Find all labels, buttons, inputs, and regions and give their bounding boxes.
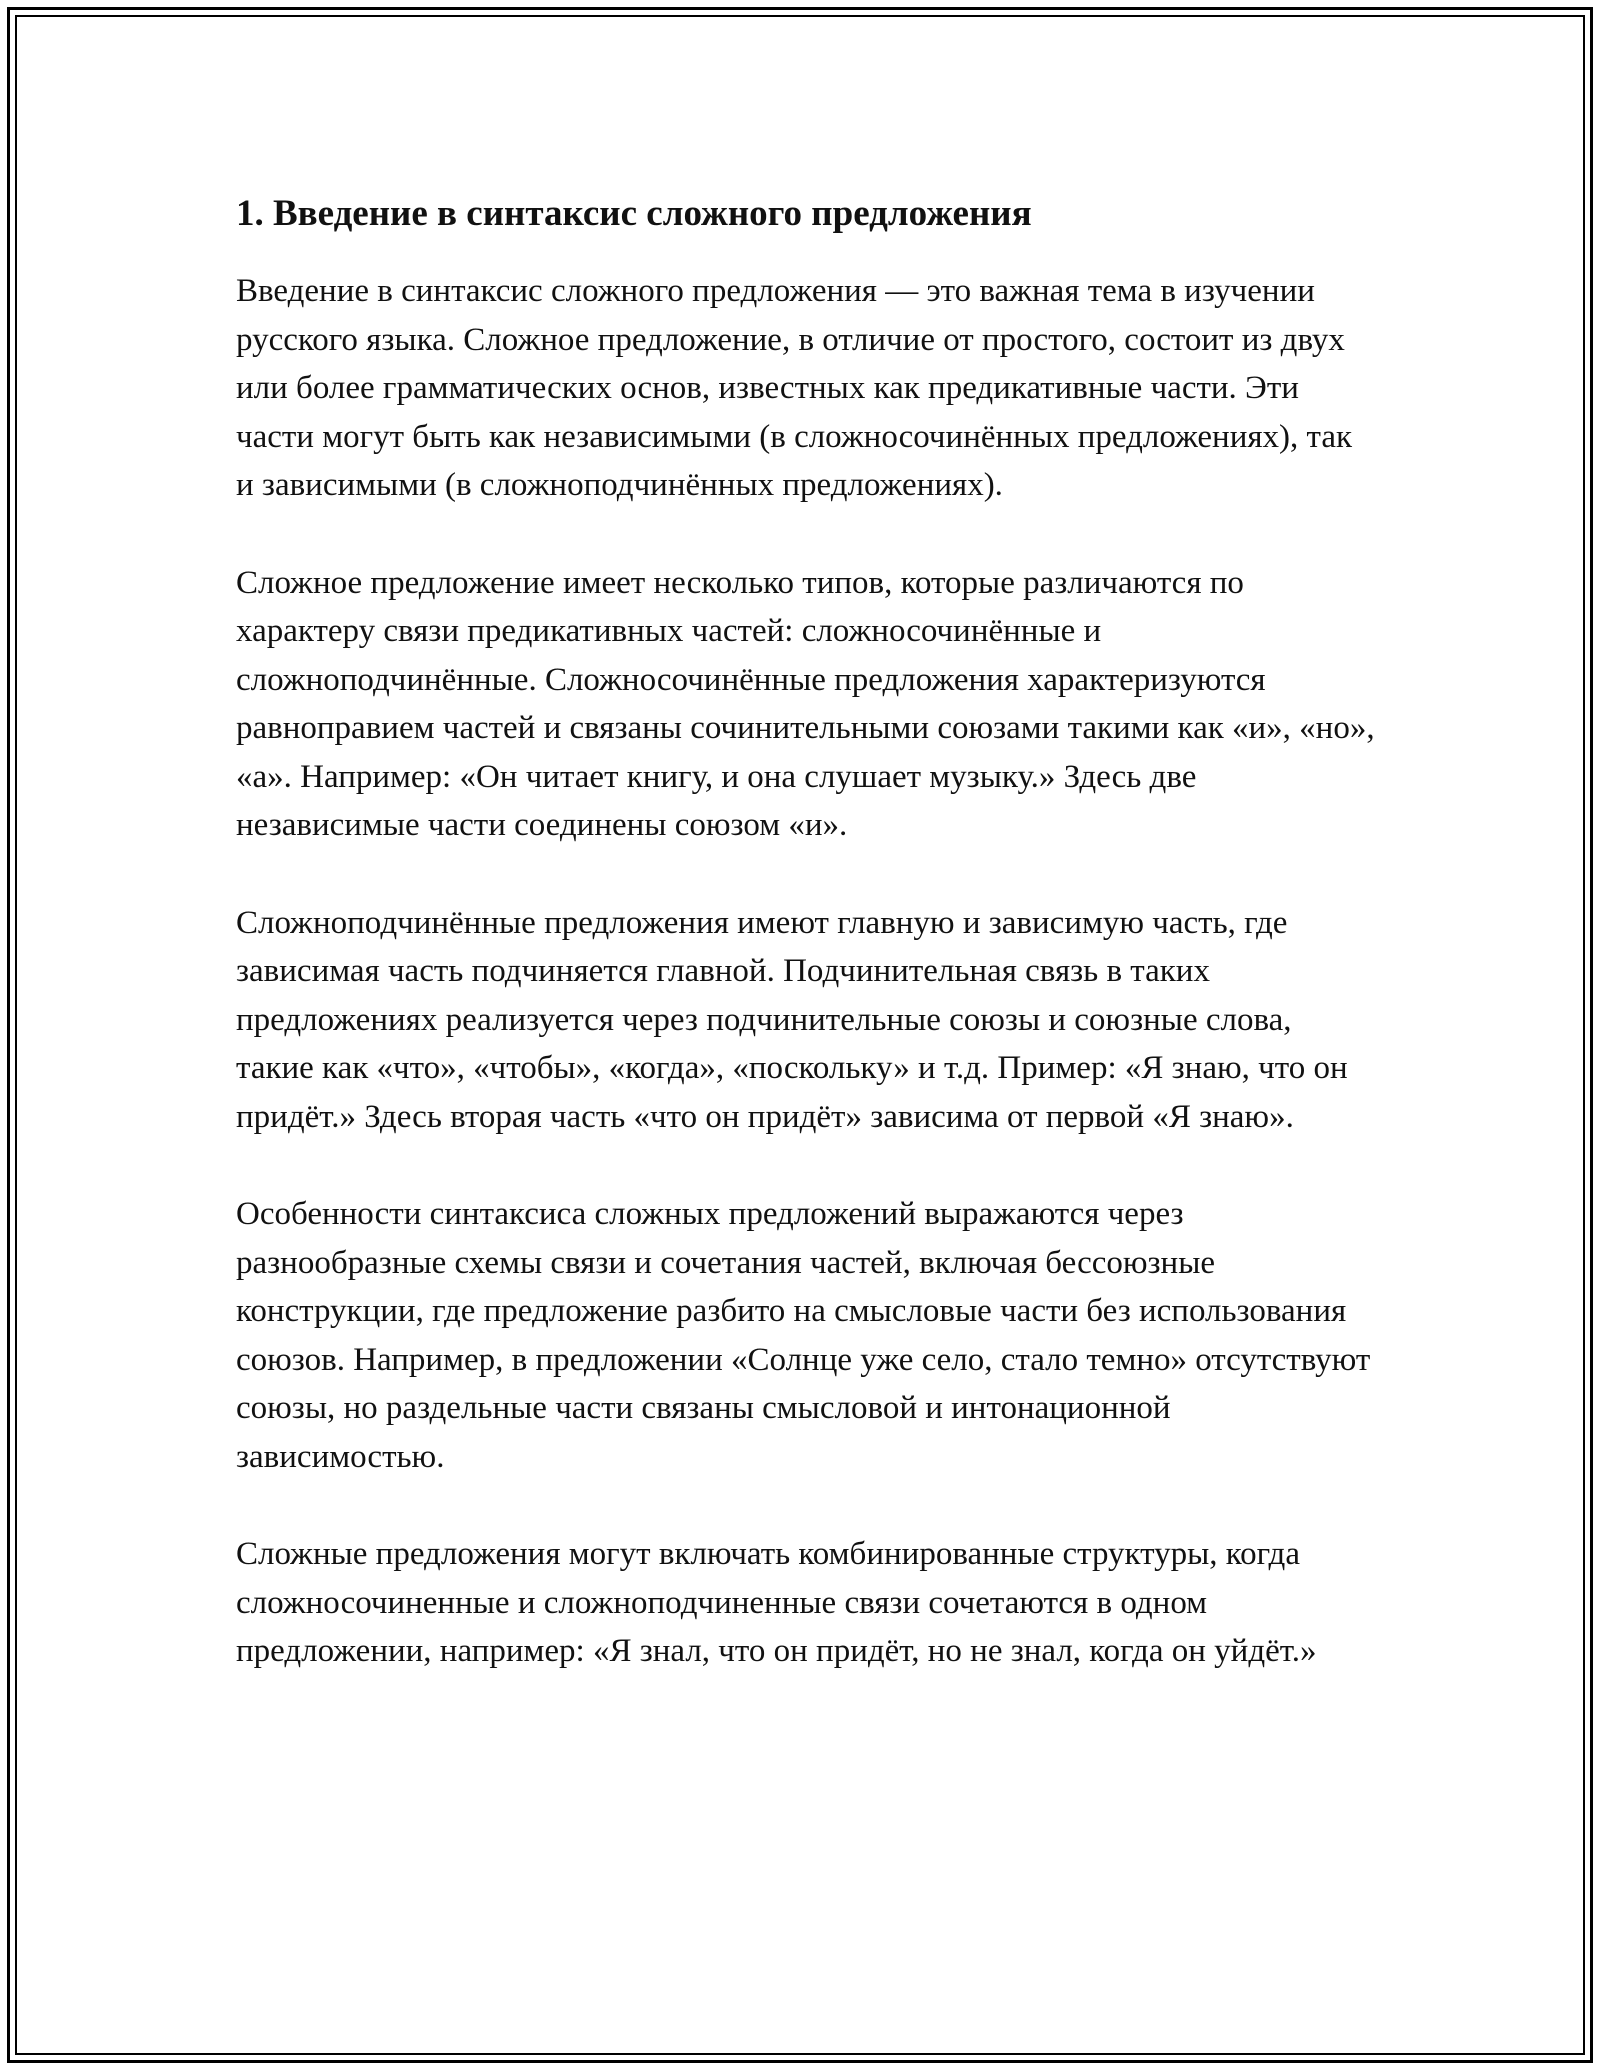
document-body [236, 185, 1376, 1725]
paragraph-features: Особенности синтаксиса сложных предложений выражаются через разнообразные схемы связи и сочетания частей, включая бессоюзные конструкции, где предложение разбито на смысловые части без использования союзов. Например, в предложении «Солнце уже село, стало темно» отсутствуют союзы, но раздельные части связаны смысловой и интонационной зависимостью. [236, 1196, 1371, 1475]
paragraph-types: Сложное предложение имеет несколько типов, которые различаются по характеру связи предикативных частей: сложносочинённые и сложноподчинённые. Сложносочинённые предложения характеризуются равноправием частей и связаны сочинительными союзами такими как «и», «но», «а». Например: «Он читает книгу, и она слушает музыку.» Здесь две независимые части соединены союзом «и». [236, 564, 1375, 843]
paragraph-combined: Сложные предложения могут включать комбинированные структуры, когда сложносочиненные и сложноподчиненные связи сочетаются в одном предложении, например: «Я знал, что он придёт, но не знал, когда он уйдёт.» [236, 1536, 1317, 1669]
section-heading: 1. Введение в синтаксис сложного предложения [236, 193, 1032, 234]
paragraph-subordinate: Сложноподчинённые предложения имеют главную и зависимую часть, где зависимая часть подчиняется главной. Подчинительная связь в таких предложениях реализуется через подчинительные союзы и союзные слова, такие как «что», «чтобы», «когда», «поскольку» и т.д. Пример: «Я знаю, что он придёт.» Здесь вторая часть «что он придёт» зависима от первой «Я знаю». [236, 904, 1348, 1135]
paragraph-intro: Введение в синтаксис сложного предложения — это важная тема в изучении русского языка. Сложное предложение, в отличие от простого, состоит из двух или более грамматических основ, известных как предикативные части. Эти части могут быть как независимыми (в сложносочинённых предложениях), так и зависимыми (в сложноподчинённых предложениях). [236, 273, 1353, 503]
